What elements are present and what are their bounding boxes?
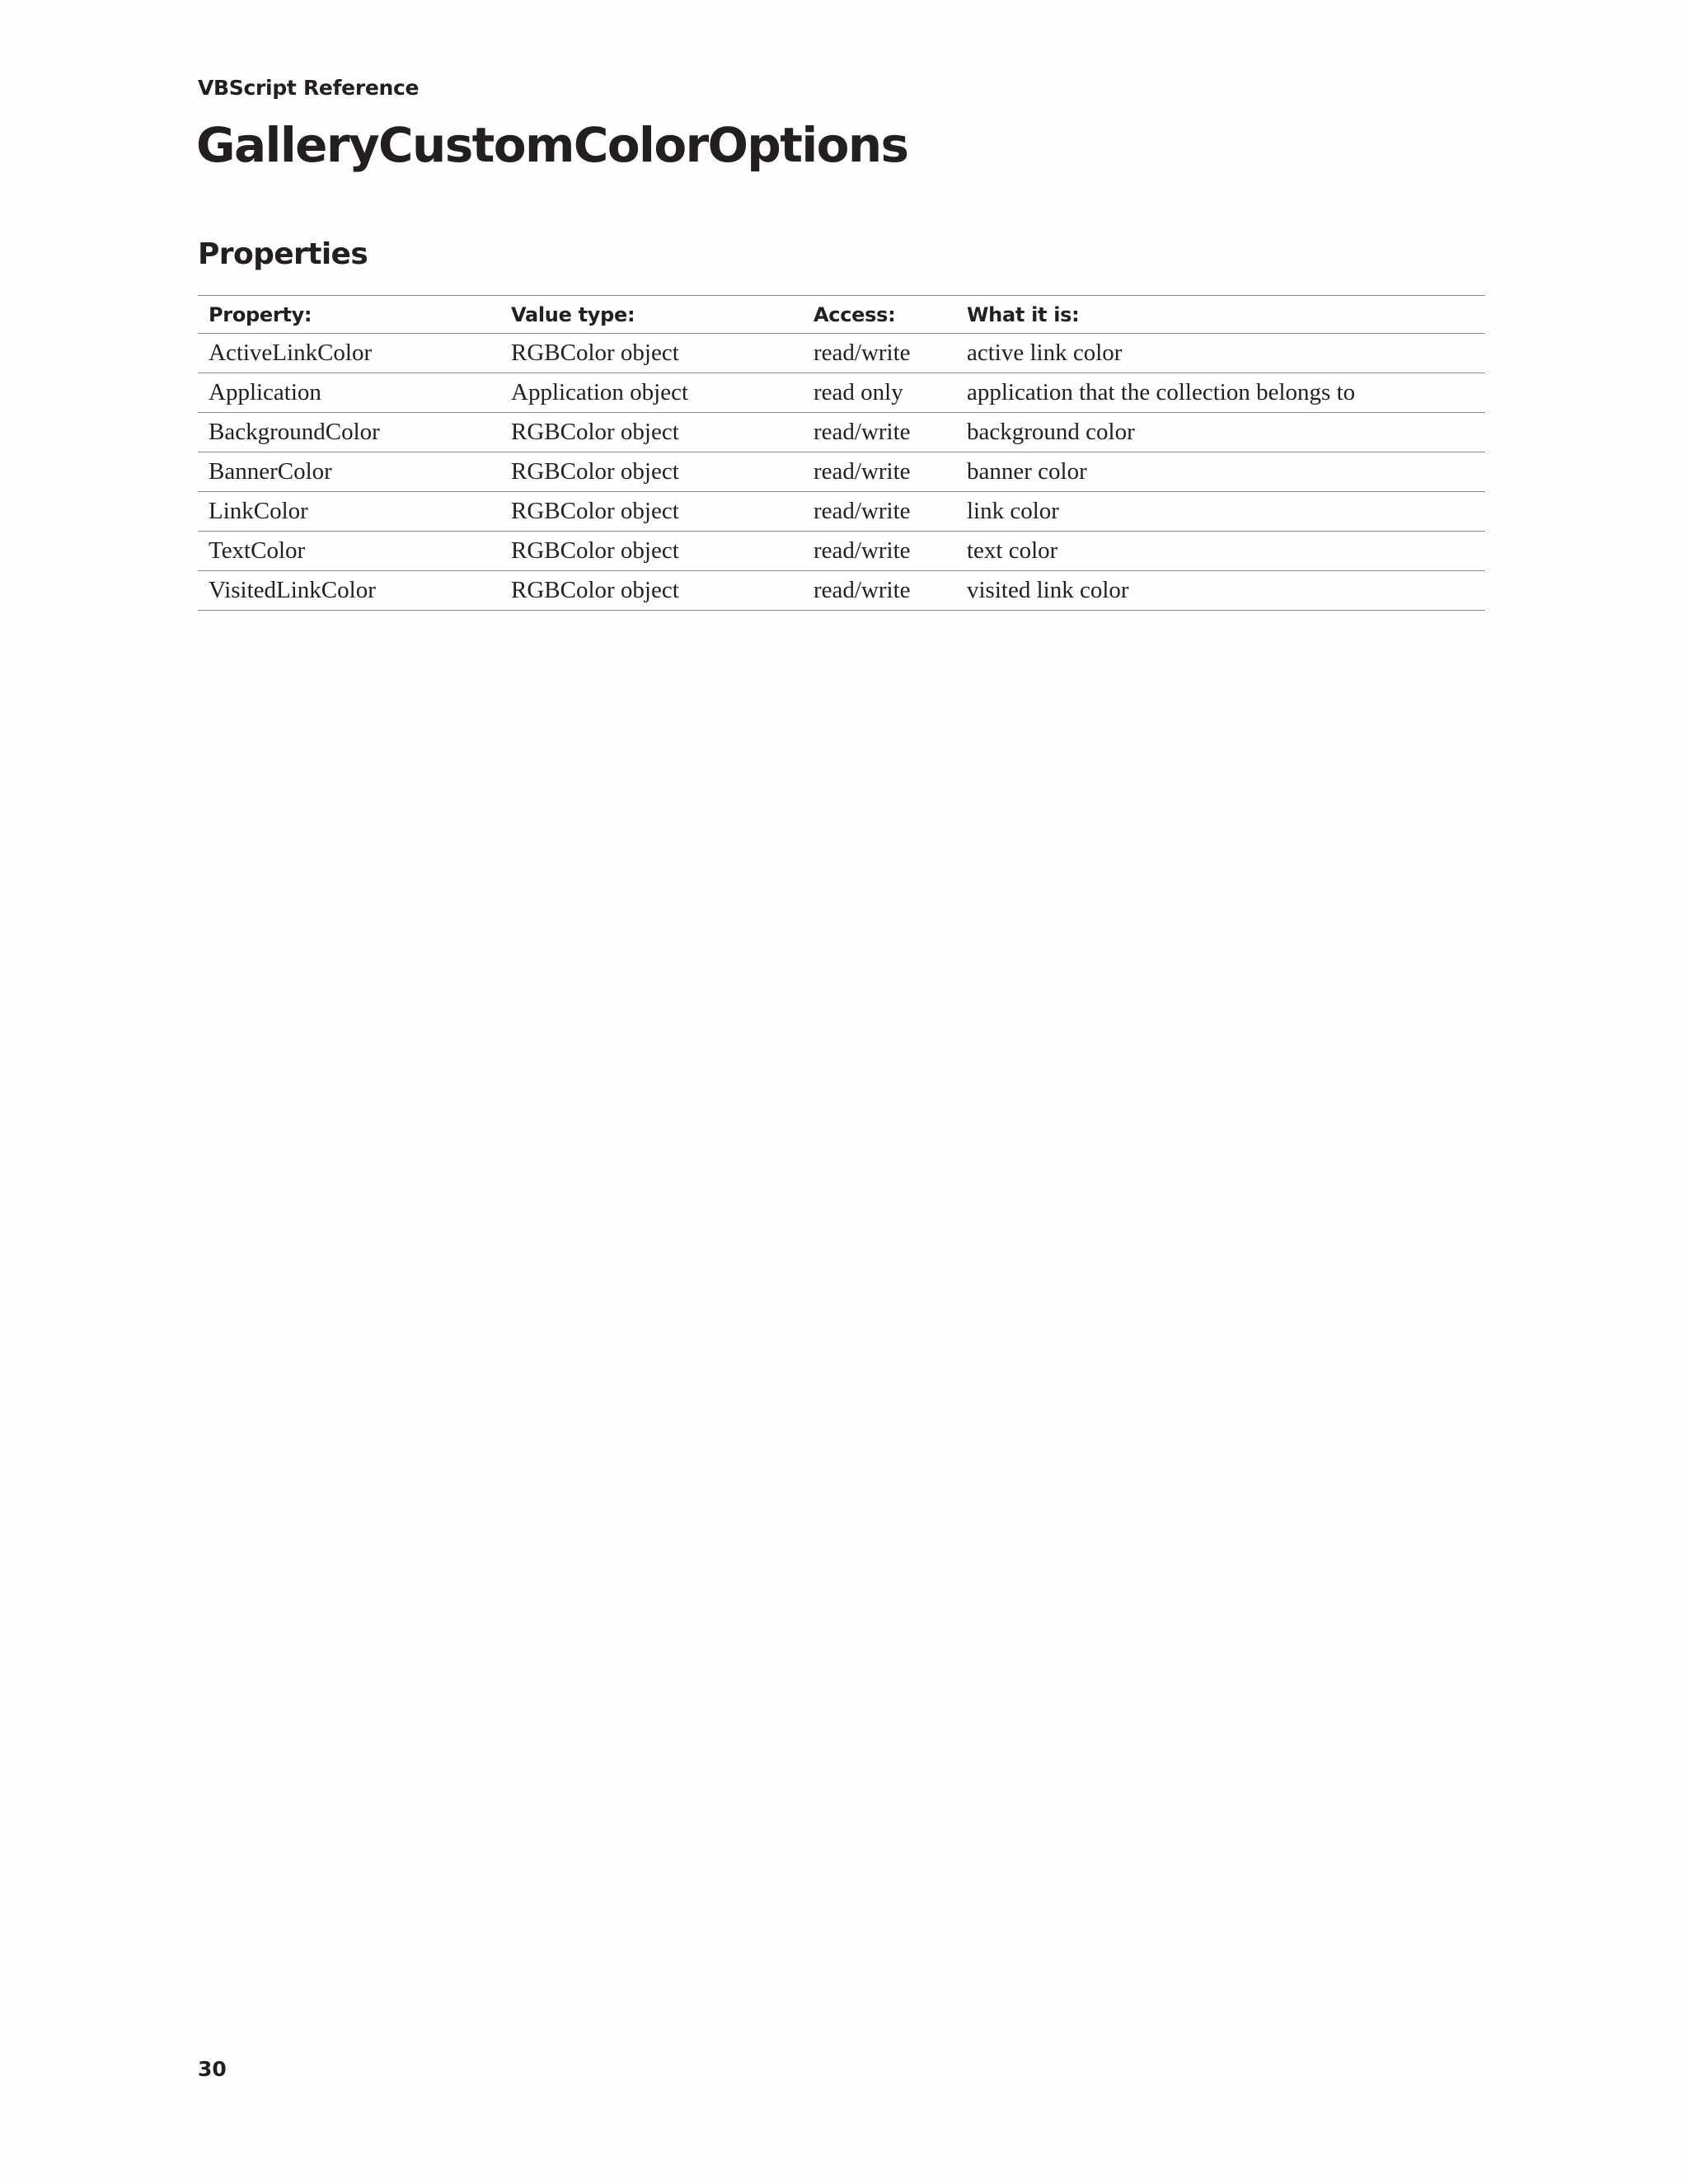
section-heading-properties: Properties [198, 237, 368, 271]
cell-property: BackgroundColor [198, 413, 500, 452]
table-row [198, 334, 1485, 373]
cell-access: read/write [803, 492, 956, 532]
cell-property: ActiveLinkColor [198, 334, 500, 373]
column-header-value-type: Value type: [500, 296, 803, 334]
cell-what-it-is: link color [956, 492, 1485, 532]
page-title: GalleryCustomColorOptions [196, 117, 908, 173]
cell-access: read/write [803, 334, 956, 373]
cell-property: VisitedLinkColor [198, 571, 500, 611]
running-header: VBScript Reference [198, 76, 420, 100]
table-row [198, 413, 1485, 452]
cell-value-type: RGBColor object [500, 492, 803, 532]
column-header-property: Property: [198, 296, 500, 334]
table-header [198, 296, 1485, 334]
cell-value-type: RGBColor object [500, 452, 803, 492]
cell-property: TextColor [198, 532, 500, 571]
cell-access: read only [803, 373, 956, 413]
cell-access: read/write [803, 532, 956, 571]
cell-access: read/write [803, 413, 956, 452]
table-row [198, 452, 1485, 492]
column-header-access: Access: [803, 296, 956, 334]
cell-what-it-is: text color [956, 532, 1485, 571]
table-row [198, 532, 1485, 571]
table-header-row [198, 296, 1485, 334]
cell-value-type: Application object [500, 373, 803, 413]
cell-what-it-is: visited link color [956, 571, 1485, 611]
table-body [198, 334, 1485, 611]
cell-value-type: RGBColor object [500, 532, 803, 571]
cell-what-it-is: banner color [956, 452, 1485, 492]
column-header-what-it-is: What it is: [956, 296, 1485, 334]
table-row [198, 571, 1485, 611]
cell-access: read/write [803, 571, 956, 611]
cell-what-it-is: active link color [956, 334, 1485, 373]
cell-what-it-is: background color [956, 413, 1485, 452]
cell-value-type: RGBColor object [500, 413, 803, 452]
cell-property: LinkColor [198, 492, 500, 532]
cell-value-type: RGBColor object [500, 334, 803, 373]
cell-property: BannerColor [198, 452, 500, 492]
cell-property: Application [198, 373, 500, 413]
cell-access: read/write [803, 452, 956, 492]
table-row [198, 373, 1485, 413]
table-row [198, 492, 1485, 532]
cell-what-it-is: application that the collection belongs to [956, 373, 1485, 413]
properties-table [198, 295, 1485, 611]
cell-value-type: RGBColor object [500, 571, 803, 611]
page-number: 30 [198, 2057, 227, 2081]
